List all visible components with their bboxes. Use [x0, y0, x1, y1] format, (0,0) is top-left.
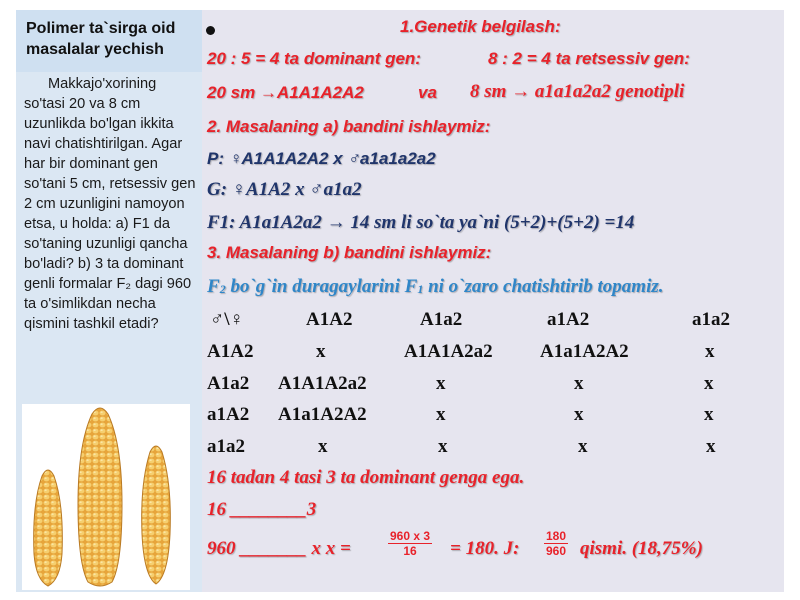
dominant-gene-line: 20 : 5 = 4 ta dominant gen:	[207, 49, 421, 68]
heading-part-a: 2. Masalaning a) bandini ishlaymiz:	[207, 117, 491, 136]
punnett-col-header: a1a2	[692, 309, 730, 330]
dominant-count-line: 16 tadan 4 tasi 3 ta dominant genga ega.	[207, 467, 525, 488]
punnett-cell: x	[704, 404, 714, 425]
calc-line-result: = 180. J:	[450, 538, 520, 559]
punnett-cell: A1a1A2A2	[278, 404, 367, 425]
heading-genetic-notation: 1.Genetik belgilash:	[400, 17, 561, 36]
fraction-960x3-over-16: $\frac{960 x 3}{16}$	[390, 529, 431, 558]
punnett-cell: x	[705, 341, 715, 362]
punnett-cell: x	[436, 404, 446, 425]
punnett-col-header: A1a2	[420, 309, 463, 330]
punnett-cell: x	[574, 373, 584, 394]
punnett-cell: x	[574, 404, 584, 425]
slide-title: Polimer ta`sirga oid masalalar yechish	[16, 10, 202, 72]
punnett-row-header: a1a2	[207, 436, 245, 457]
punnett-row-header: A1a2	[207, 373, 250, 394]
conjunction-va: va	[418, 83, 437, 102]
punnett-col-header: a1A2	[547, 309, 590, 330]
problem-text: Makkajo'xorining so'tasi 20 va 8 cm uzunlikda bo'lgan ikkita navi chatishtirilgan. Agar har bir dominant gen so'tani 5 cm, retsessiv gen 2 cm uzunligini namoyon etsa, u holda: a) F1 da so'taning uzunligi qancha bo'ladi? b) 3 ta dominant genli formalar F₂ dagi 960 ta o'simlikdan necha qismini tashkil etadi?	[24, 76, 196, 332]
genotype-20sm: 20 sm →A1A1A2A2	[207, 83, 364, 102]
punnett-cell: A1a1A2A2	[540, 341, 629, 362]
punnett-corner: ♂\♀	[210, 309, 244, 330]
f2-intro-line: F2 bo`g`in duragaylarini F1 ni o`zaro chatishtirib topamiz.	[207, 276, 664, 297]
fraction-180-over-960: $\frac{180}{960}$	[546, 529, 567, 558]
proportion-line: 16 ________3	[207, 499, 317, 520]
parents-line: P: ♀A1A1A2A2 x ♂a1a1a2a2	[207, 149, 436, 168]
corn-cobs-image	[22, 404, 190, 590]
punnett-cell: x	[436, 373, 446, 394]
gametes-line: G: ♀A1A2 x ♂a1a2	[207, 179, 362, 200]
bullet-point	[206, 26, 215, 35]
punnett-row-header: a1A2	[207, 404, 250, 425]
genotype-8sm: 8 sm → a1a1a2a2 genotipli	[470, 81, 685, 102]
calc-line-start: 960 _______ x x =	[207, 538, 351, 559]
answer-qismi: qismi. (18,75%)	[580, 538, 703, 559]
punnett-col-header: A1A2	[306, 309, 353, 330]
punnett-cell: A1A1A2a2	[278, 373, 367, 394]
f1-line: F1: A1a1A2a2 → 14 sm li so`ta ya`ni (5+2)+(5+2) =14	[207, 212, 635, 233]
recessive-gene-line: 8 : 2 = 4 ta retsessiv gen:	[488, 49, 690, 68]
punnett-cell: x	[704, 373, 714, 394]
punnett-cell: x	[316, 341, 326, 362]
heading-part-b: 3. Masalaning b) bandini ishlaymiz:	[207, 243, 492, 262]
punnett-cell: x	[438, 436, 448, 457]
punnett-cell: x	[578, 436, 588, 457]
punnett-row-header: A1A2	[207, 341, 254, 362]
punnett-cell: x	[706, 436, 716, 457]
punnett-cell: x	[318, 436, 328, 457]
punnett-cell: A1A1A2a2	[404, 341, 493, 362]
